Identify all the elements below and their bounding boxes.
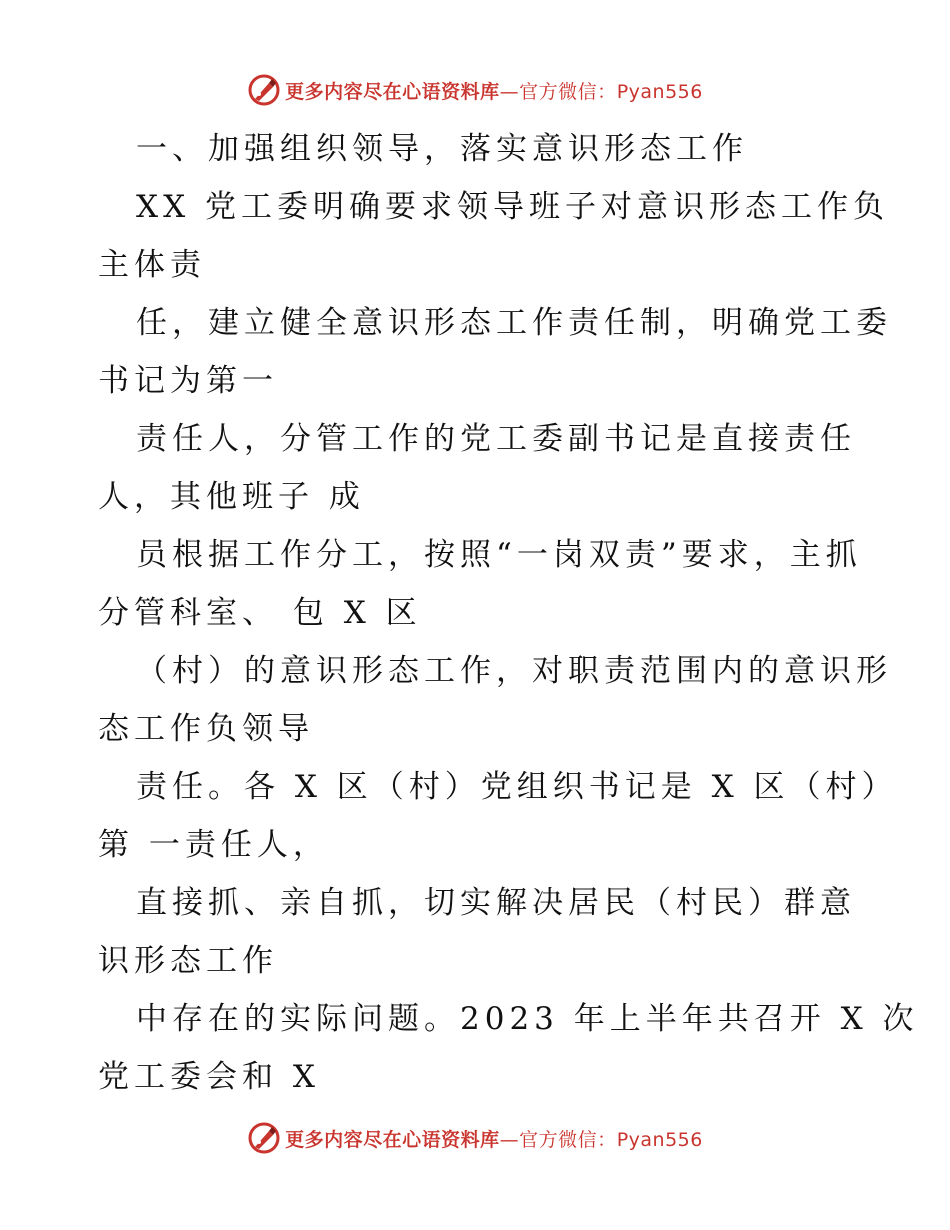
pen-logo-icon [247, 1121, 281, 1155]
doc-line: 党工委会和 X [98, 1059, 320, 1095]
banner-dash: — [499, 1128, 520, 1151]
footer-banner [0, 1118, 950, 1158]
doc-line: 人，其他班子 成 [98, 479, 365, 515]
banner-text [285, 1125, 703, 1152]
banner-label: 官方微信： [519, 1128, 617, 1151]
banner-wechat-id: Pyan556 [616, 80, 703, 103]
doc-line: 主体责 [98, 247, 206, 283]
doc-line: 书记为第一 [98, 363, 278, 399]
banner-wechat-id: Pyan556 [616, 1128, 703, 1151]
doc-line: 责任人，分管工作的党工委副书记是直接责任 [136, 421, 856, 457]
doc-line: 分管科室、 包 X 区 [98, 595, 422, 631]
document-body [98, 120, 919, 1106]
doc-line: 一、加强组织领导，落实意识形态工作 [136, 131, 748, 167]
banner-brand: 更多内容尽在心语资料库 [285, 80, 500, 103]
doc-line: 识形态工作 [98, 943, 278, 979]
doc-line: 直接抓、亲自抓，切实解决居民（村民）群意 [136, 885, 856, 921]
doc-line: 任，建立健全意识形态工作责任制，明确党工委 [136, 305, 892, 341]
banner-label: 官方微信： [519, 80, 617, 103]
doc-line: XX 党工委明确要求领导班子对意识形态工作负 [136, 189, 889, 225]
doc-line: 第 一责任人， [98, 827, 329, 863]
banner-brand: 更多内容尽在心语资料库 [285, 1128, 500, 1151]
pen-logo-icon [247, 73, 281, 107]
banner-dash: — [499, 80, 520, 103]
header-banner [0, 70, 950, 110]
banner-text [285, 77, 703, 104]
doc-line: 中存在的实际问题。2023 年上半年共召开 X 次 [136, 1001, 919, 1037]
doc-line: 责任。各 X 区（村）党组织书记是 X 区（村） [136, 769, 898, 805]
doc-line: 员根据工作分工，按照“一岗双责”要求，主抓 [136, 537, 862, 573]
doc-line: （村）的意识形态工作，对职责范围内的意识形 [136, 653, 892, 689]
doc-line: 态工作负领导 [98, 711, 314, 747]
